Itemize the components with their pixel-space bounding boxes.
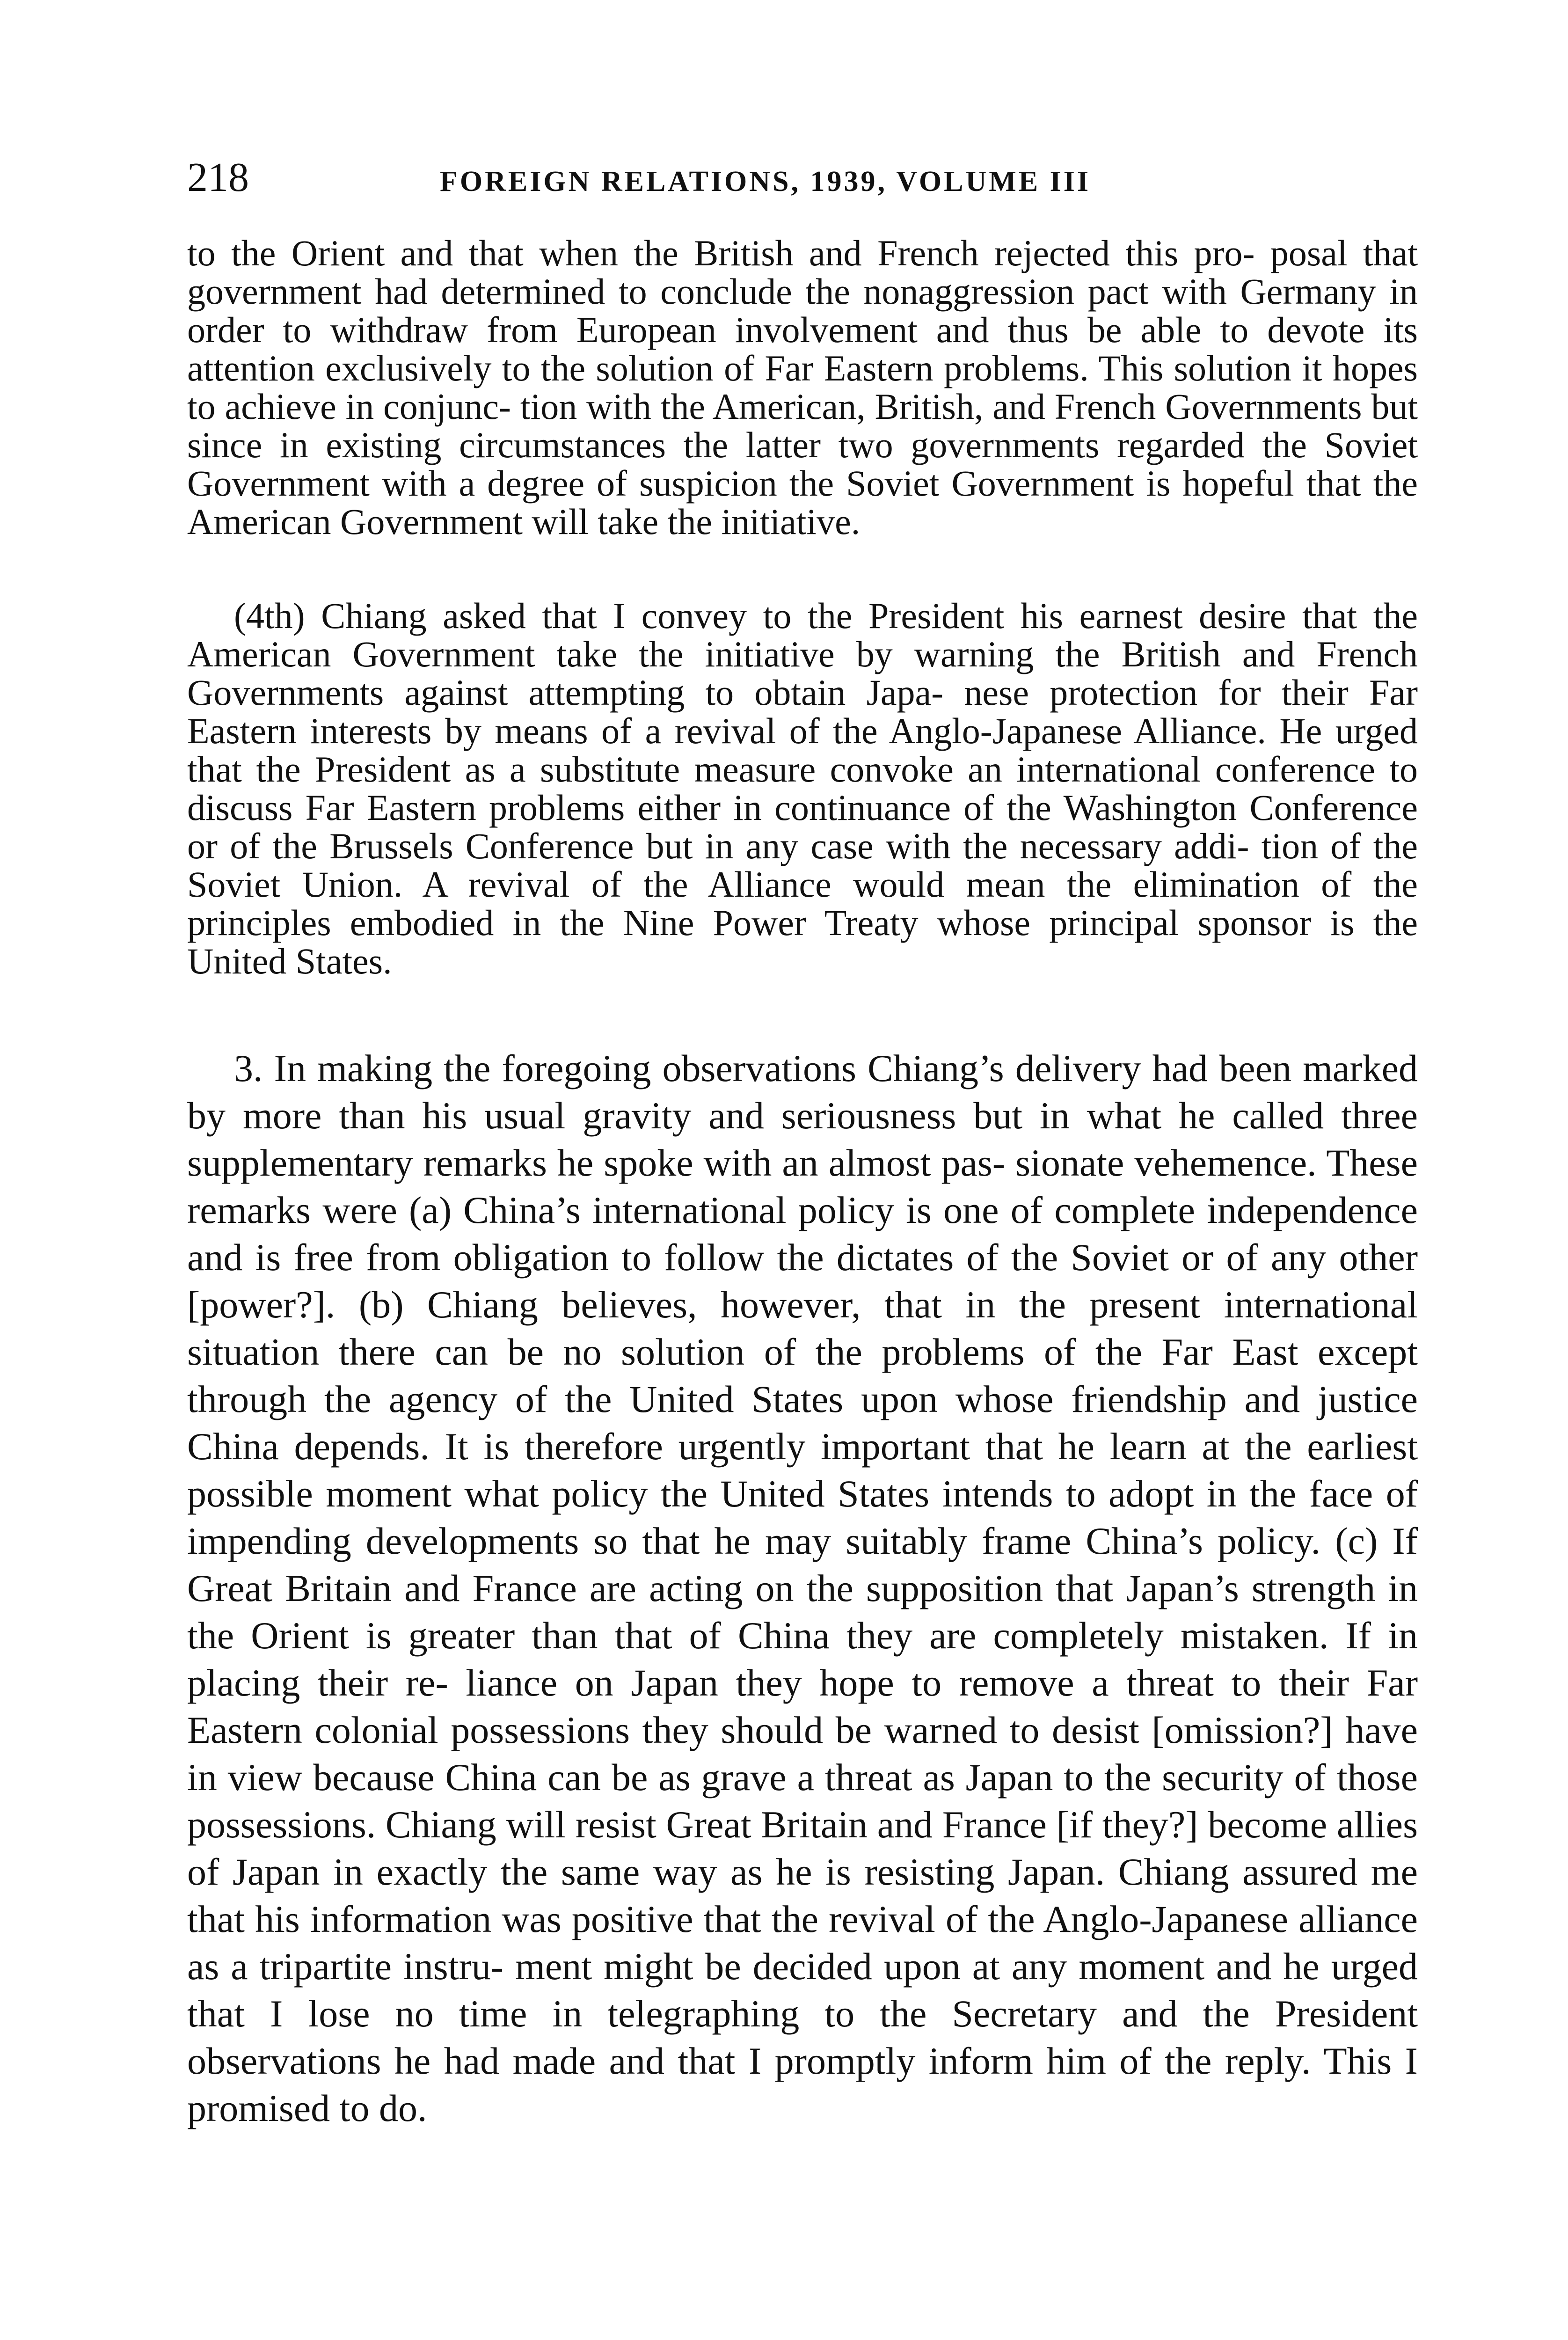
page-header [187, 154, 1422, 206]
paragraph-section-3: 3. In making the foregoing observations Chiang’s delivery had been marked by more than his usual gravity and seriousness but in what he called three supplementary remarks he spoke with an almost pas- sionate vehemence. These remarks were (a) China’s international policy is one of complete independence and is free from obligation to follow the dictates of the Soviet or of any other [power?]. (b) Chiang believes, however, that in the present international situation there can be no solution of the problems of the Far East except through the agency of the United States upon whose friendship and justice China depends. It is therefore urgently important that he learn at the earliest possible moment what policy the United States intends to adopt in the face of impending developments so that he may suitably frame China’s policy. (c) If Great Britain and France are acting on the supposition that Japan’s strength in the Orient is greater than that of China they are completely mistaken. If in placing their re- liance on Japan they hope to remove a threat to their Far Eastern colonial possessions they should be warned to desist [omission?] have in view because China can be as grave a threat as Japan to the security of those possessions. Chiang will resist Great Britain and France [if they?] become allies of Japan in exactly the same way as he is resisting Japan. Chiang assured me that his information was positive that the revival of the Anglo-Japanese alliance as a tripartite instru- ment might be decided upon at any moment and he urged that I lose no time in telegraphing to the Secretary and the President observations he had made and that I promptly inform him of the reply. This I promised to do. [187, 1047, 1418, 2129]
paragraph-continuation: to the Orient and that when the British and French rejected this pro- posal that government had determined to conclude the nonaggression pact with Germany in order to withdraw from European involvement and thus be able to devote its attention exclusively to the solution of Far Eastern problems. This solution it hopes to achieve in conjunc- tion with the American, British, and French Governments but since in existing circumstances the latter two governments regarded the Soviet Government with a degree of suspicion the Soviet Government is hopeful that the American Government will take the initiative. [187, 233, 1418, 542]
paragraph-fourth-point: (4th) Chiang asked that I convey to the President his earnest desire that the American Government take the initiative by warning the British and French Governments against attempting to obtain Japa- nese protection for their Far Eastern interests by means of a revival of the Anglo-Japanese Alliance. He urged that the President as a substitute measure convoke an international conference to discuss Far Eastern problems either in continuance of the Washington Conference or of the Brussels Conference but in any case with the necessary addi- tion of the Soviet Union. A revival of the Alliance would mean the elimination of the principles embodied in the Nine Power Treaty whose principal sponsor is the United States. [187, 595, 1418, 981]
page-number: 218 [187, 155, 249, 200]
running-title: FOREIGN RELATIONS, 1939, VOLUME III [440, 166, 1091, 197]
